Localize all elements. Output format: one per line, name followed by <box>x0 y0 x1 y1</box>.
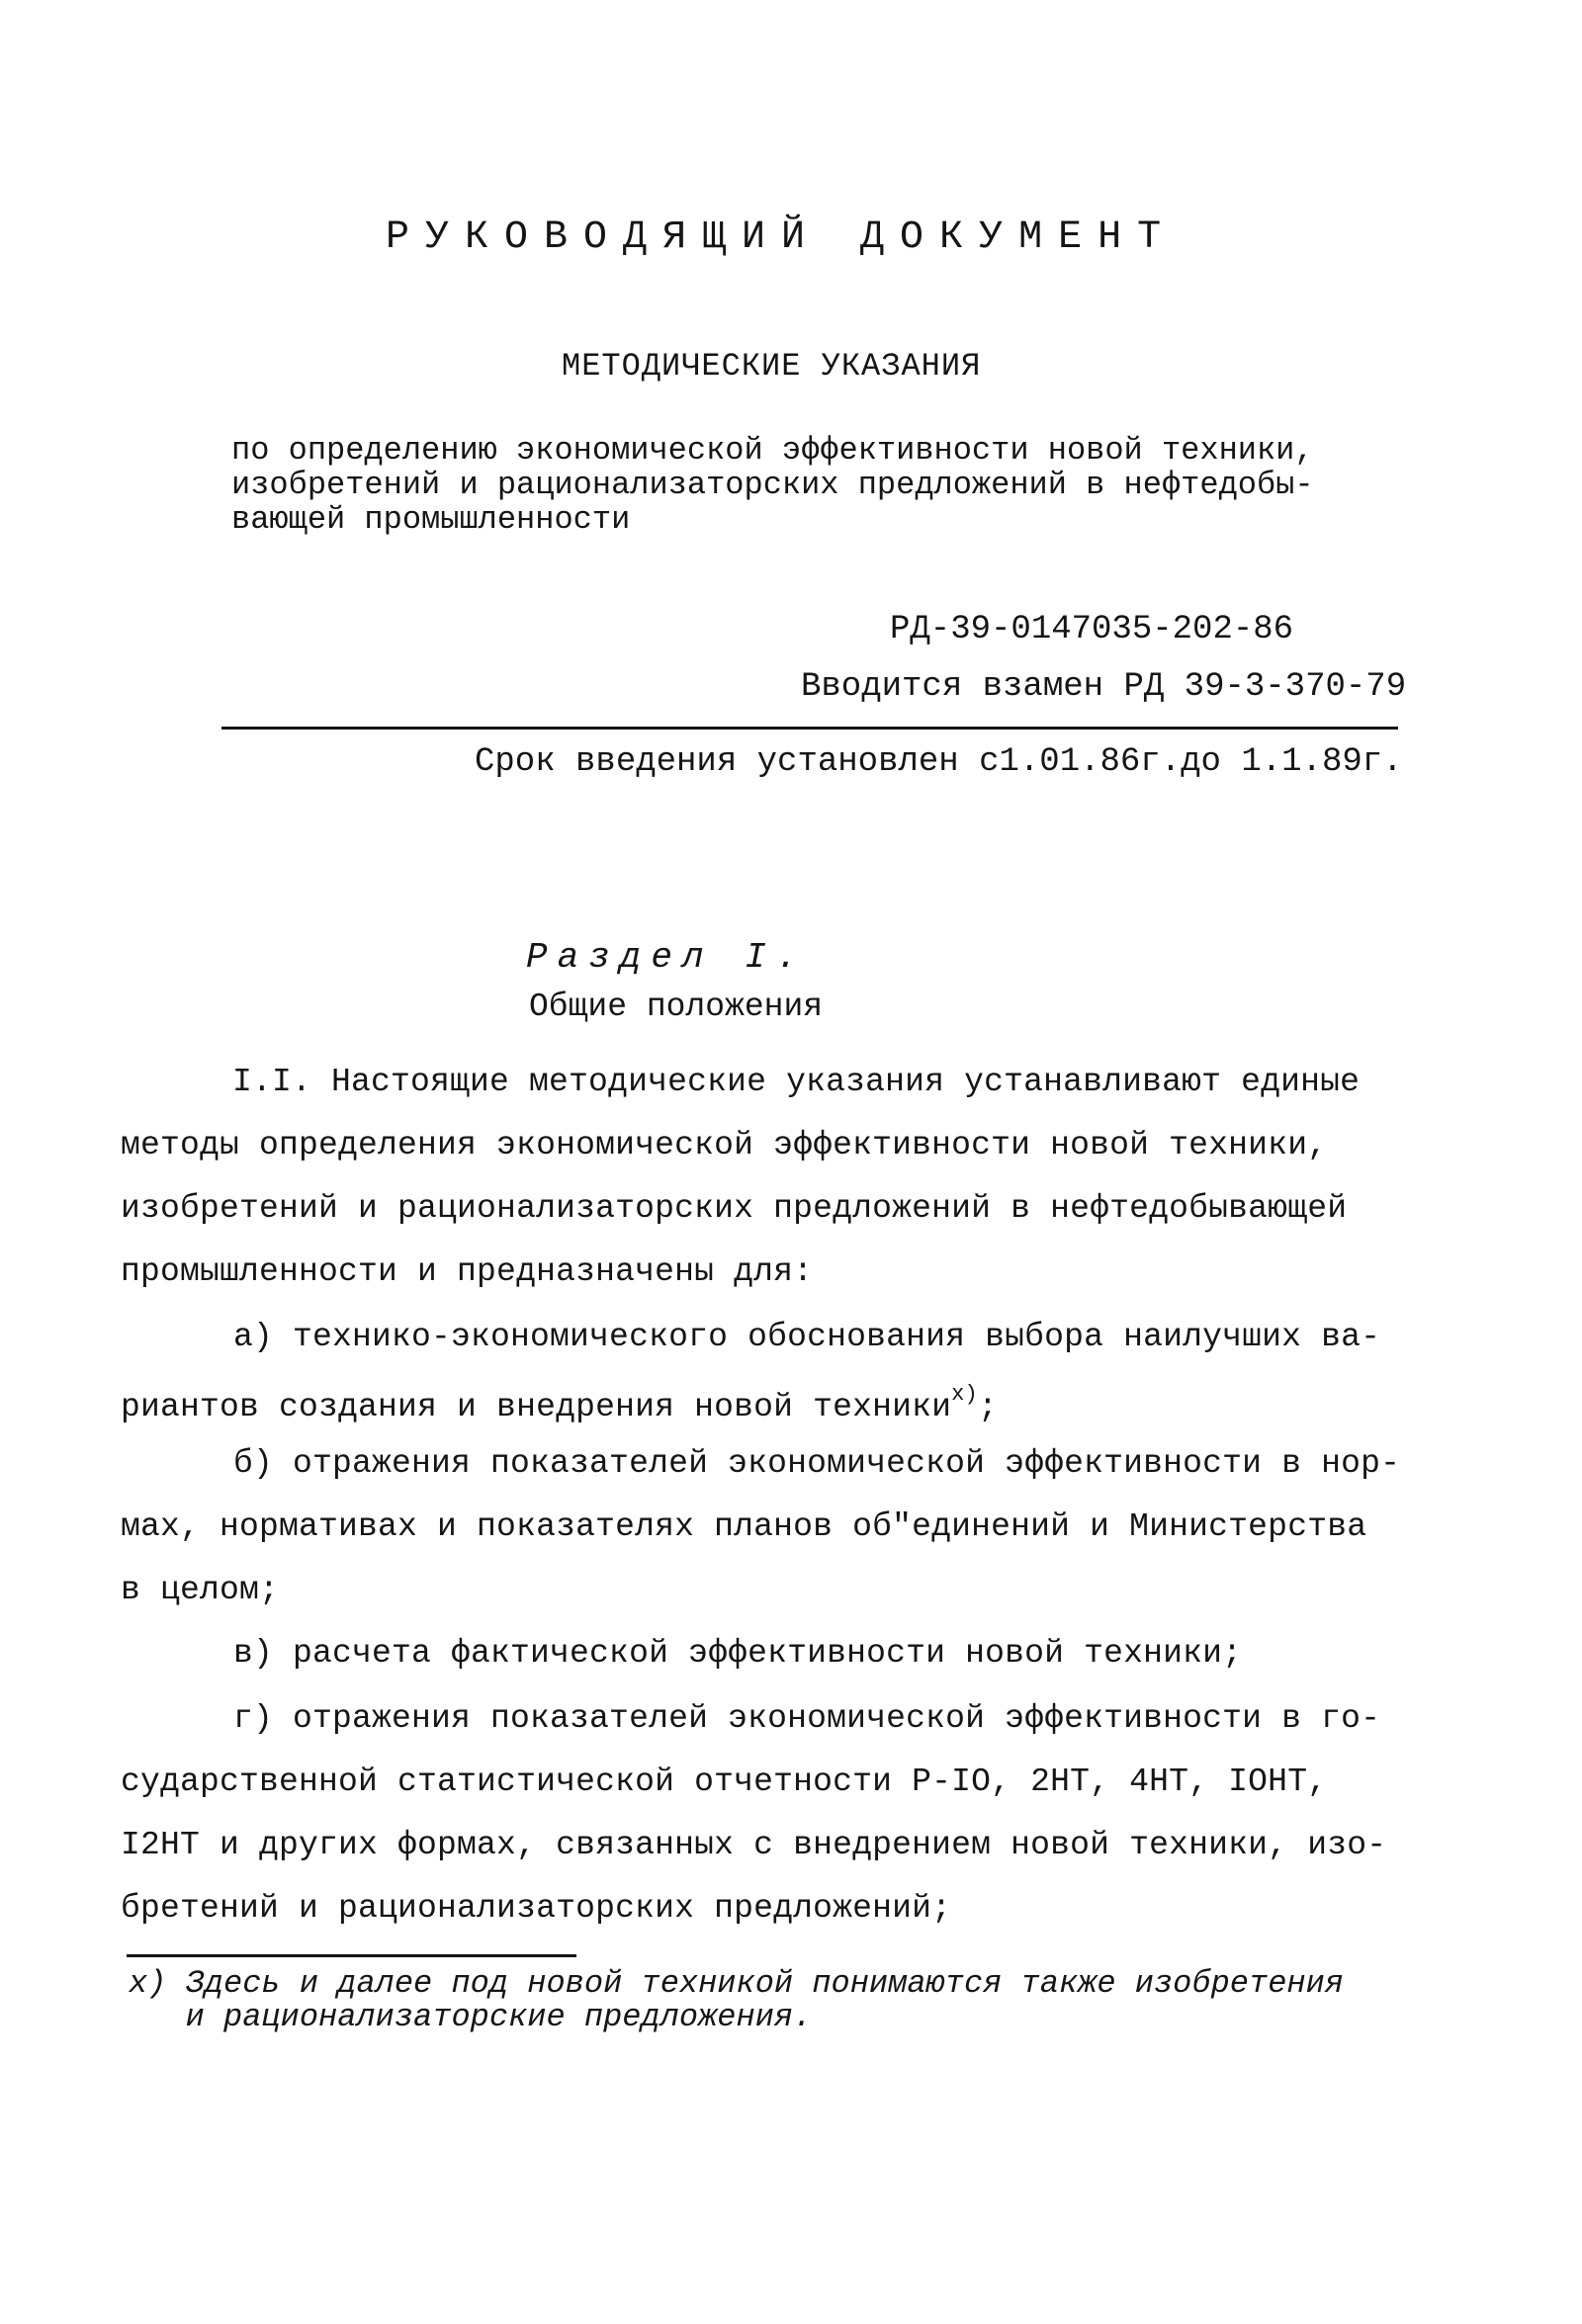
body-line-item-d: г) отражения показателей экономической эффективности в го- <box>233 1700 1381 1737</box>
footnote-divider <box>127 1954 576 1957</box>
description-line: по определению экономической эффективности новой техники, <box>231 432 1314 469</box>
description-line: вающей промышленности <box>231 501 631 538</box>
body-line: бретений и рационализаторских предложений; <box>121 1890 952 1927</box>
footnote-line: x) Здесь и далее под новой техникой понимаются также изобретения <box>129 1965 1344 2002</box>
validity-term: Срок введения установлен с1.01.86г.до 1.1.89г. <box>475 743 1403 781</box>
body-line: промышленности и предназначены для: <box>121 1253 814 1290</box>
body-line-item-c: в) расчета фактической эффективности новой техники; <box>233 1635 1243 1672</box>
section-label: Раздел I. <box>526 937 808 978</box>
body-line: мах, нормативах и показателях планов об"единений и Министерства <box>121 1508 1367 1545</box>
body-line-item-b: б) отражения показателей экономической эффективности в нор- <box>233 1445 1401 1482</box>
body-line: I2НТ и других формах, связанных с внедрением новой техники, изо- <box>121 1827 1387 1863</box>
description-line: изобретений и рационализаторских предложений в нефтедобы- <box>231 467 1314 503</box>
body-line: в целом; <box>121 1572 280 1608</box>
footnote-marker: x) <box>951 1382 978 1407</box>
document-subtitle: МЕТОДИЧЕСКИЕ УКАЗАНИЯ <box>562 348 982 385</box>
footnote-line: и рационализаторские предложения. <box>129 1999 813 2035</box>
header-divider <box>221 727 1398 730</box>
document-type-heading: РУКОВОДЯЩИЙ ДОКУМЕНТ <box>386 215 1178 260</box>
footnote <box>129 1967 1344 2034</box>
body-line-text: риантов создания и внедрения новой техники <box>121 1389 952 1425</box>
body-line: сударственной статистической отчетности Р-IO, 2НТ, 4НТ, IOНТ, <box>121 1764 1328 1800</box>
body-line: методы определения экономической эффективности новой техники, <box>121 1127 1328 1163</box>
document-description <box>231 433 1314 537</box>
body-line-item-a: а) технико-экономического обоснования выбора наилучших ва- <box>233 1319 1381 1355</box>
document-number: РД-39-0147035-202-86 <box>890 611 1294 648</box>
replaces-note: Вводится взамен РД 39-3-370-79 <box>801 668 1407 706</box>
body-line: I.I. Настоящие методические указания устанавливают единые <box>232 1064 1361 1100</box>
body-line: изобретений и рационализаторских предложений в нефтедобывающей <box>121 1190 1348 1227</box>
body-line-punct: ; <box>977 1389 998 1425</box>
body-line <box>121 1382 998 1425</box>
section-title: Общие положения <box>529 989 824 1025</box>
